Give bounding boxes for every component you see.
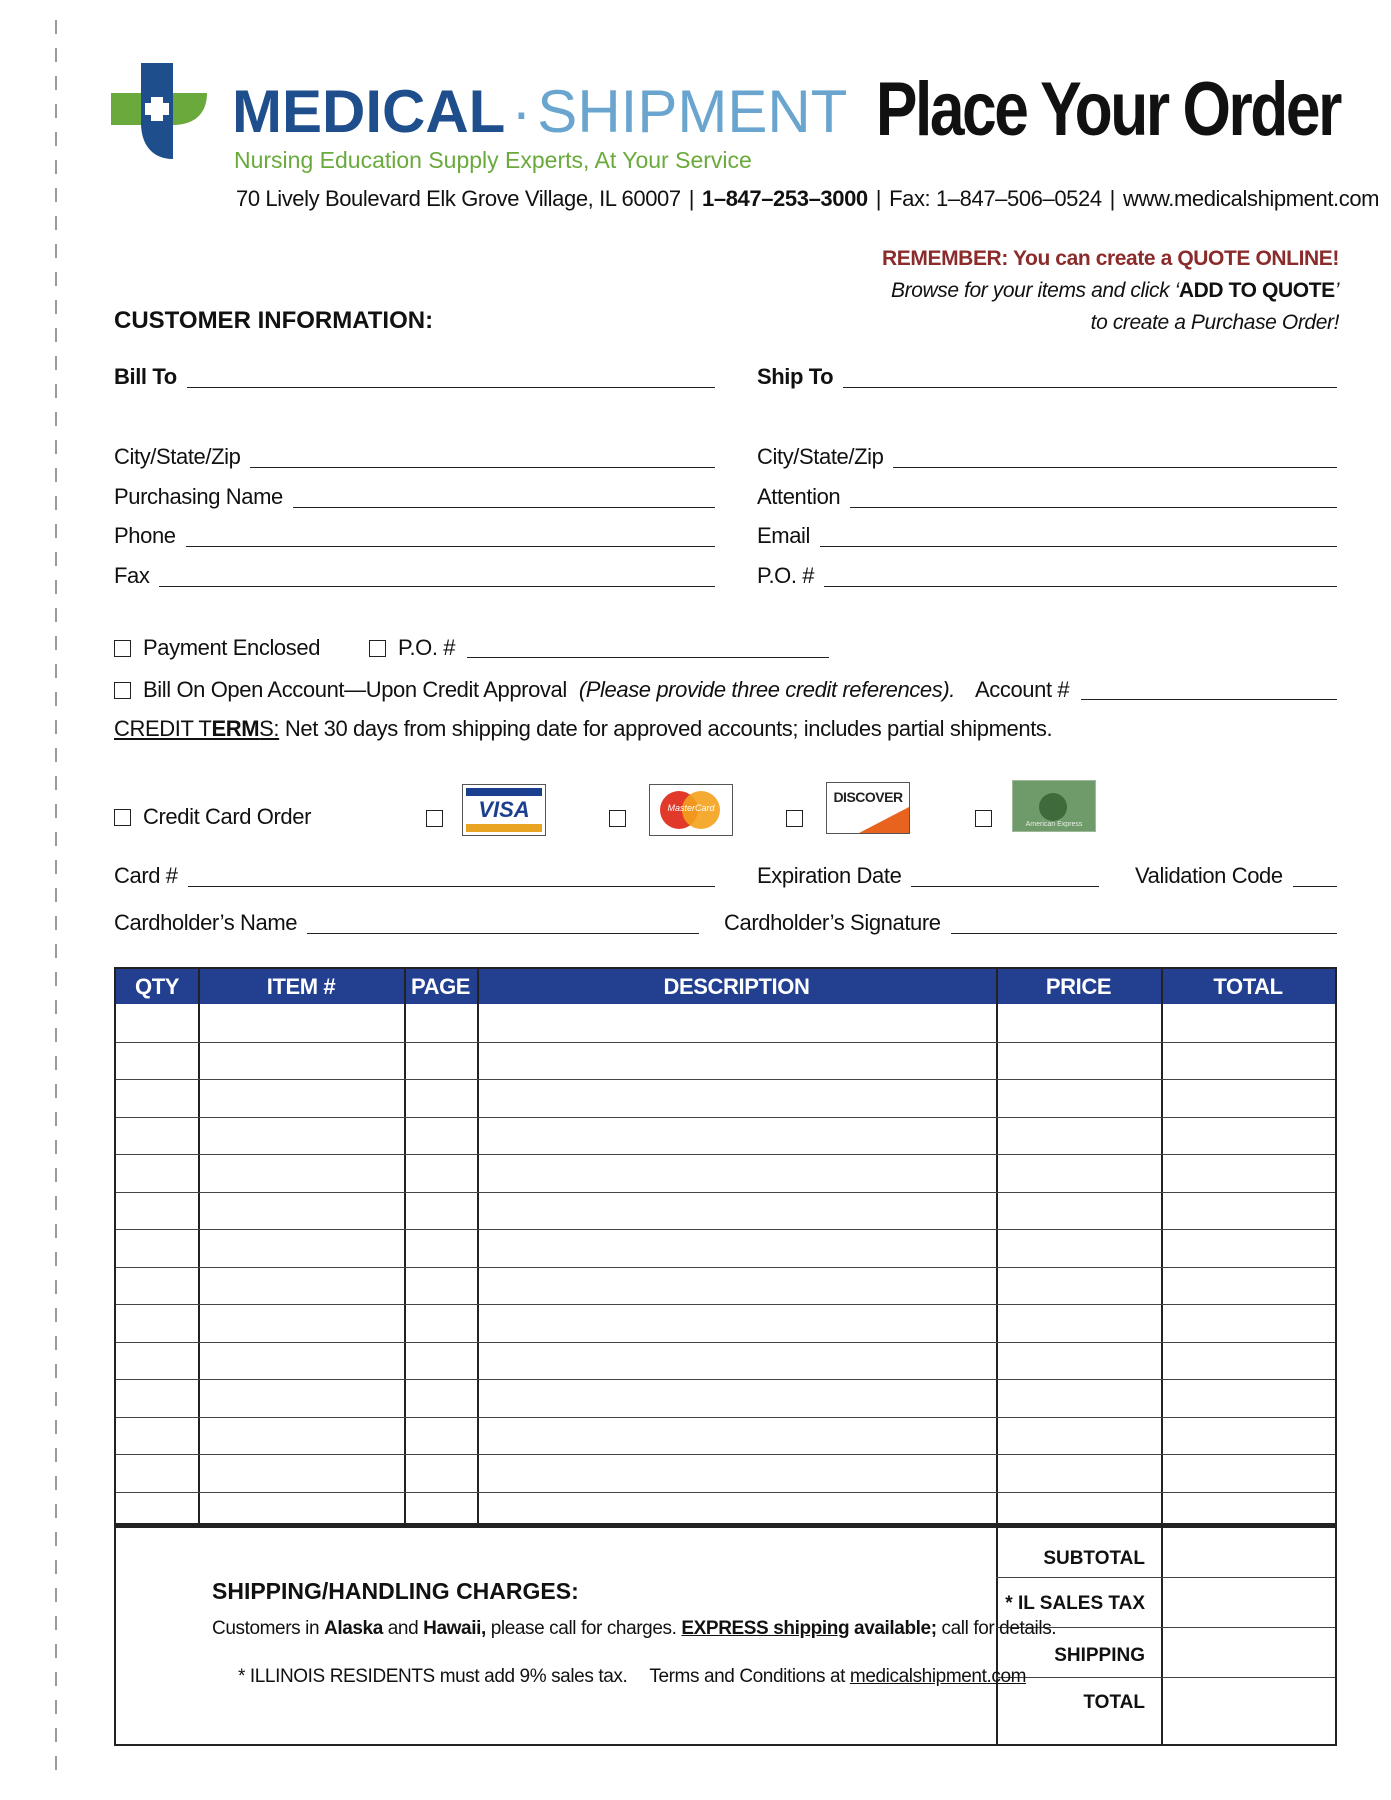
fax-number: Fax: 1–847–506–0524: [889, 186, 1102, 211]
column-divider: [1161, 969, 1163, 1523]
shipping-text: Customers in Alaska and Hawaii, please call for charges. EXPRESS shipping available; call for details.: [212, 1618, 1057, 1639]
brand-wordmark: [232, 78, 848, 145]
total-label: TOTAL: [1083, 1692, 1145, 1713]
visa-card-icon: VISA: [462, 784, 546, 836]
table-row-divider: [116, 1379, 1335, 1380]
payment-enclosed-checkbox[interactable]: [114, 640, 131, 657]
table-row-divider: [116, 1117, 1335, 1118]
contact-line: 70 Lively Boulevard Elk Grove Village, IL 60007 | 1–847–253–3000 | Fax: 1–847–506–0524 | www.medicalshipment.com: [236, 186, 1380, 211]
medical-cross-logo-icon: [111, 63, 211, 163]
ship-city-state-zip-field[interactable]: City/State/Zip: [757, 446, 1337, 470]
totals-section: [114, 1524, 1337, 1746]
order-items-table: [114, 967, 1337, 1525]
card-number-field[interactable]: Card #: [114, 865, 715, 889]
credit-card-checkbox[interactable]: [114, 809, 131, 826]
table-header: [116, 969, 1335, 1004]
sales-tax-label: * IL SALES TAX: [1005, 1593, 1145, 1614]
open-account-option[interactable]: Bill On Open Account—Upon Credit Approval (Please provide three credit references). Account #: [114, 677, 1337, 703]
page-title: Place Your Order: [875, 67, 1340, 152]
table-row-divider: [116, 1304, 1335, 1305]
column-divider: [198, 969, 200, 1523]
bill-to-field[interactable]: Bill To: [114, 366, 715, 390]
illinois-note: * ILLINOIS RESIDENTS must add 9% sales tax. Terms and Conditions at medicalshipment.com: [238, 1666, 1027, 1687]
open-account-checkbox[interactable]: [114, 682, 131, 699]
table-row-divider: [116, 1492, 1335, 1493]
subtotal-label: SUBTOTAL: [1043, 1548, 1145, 1569]
website-link[interactable]: www.medicalshipment.com: [1123, 186, 1380, 211]
expiration-date-field[interactable]: Expiration Date: [757, 865, 1099, 889]
table-row-divider: [116, 1342, 1335, 1343]
column-divider: [477, 969, 479, 1523]
address: 70 Lively Boulevard Elk Grove Village, IL 60007: [236, 186, 681, 211]
phone-field[interactable]: Phone: [114, 525, 715, 549]
perforation-edge: [55, 20, 57, 1780]
table-row-divider: [116, 1229, 1335, 1230]
ship-to-field[interactable]: Ship To: [757, 366, 1337, 390]
terms-link[interactable]: medicalshipment.com: [849, 1666, 1027, 1687]
cardholder-name-field[interactable]: Cardholder’s Name: [114, 912, 699, 936]
fax-field[interactable]: Fax: [114, 565, 715, 589]
visa-checkbox[interactable]: [426, 810, 443, 827]
column-header-description: DESCRIPTION: [663, 974, 810, 999]
column-header-price: PRICE: [1045, 974, 1112, 999]
remember-po: to create a Purchase Order!: [1090, 311, 1339, 334]
column-header-item: ITEM #: [266, 974, 336, 999]
account-number-line[interactable]: [1081, 681, 1337, 700]
remember-browse: Browse for your items and click ‘ADD TO QUOTE’: [891, 279, 1339, 302]
po-checkbox[interactable]: [369, 640, 386, 657]
amex-checkbox[interactable]: [975, 810, 992, 827]
discover-checkbox[interactable]: [786, 810, 803, 827]
phone-number: 1–847–253–3000: [702, 186, 868, 211]
validation-code-field[interactable]: Validation Code: [1135, 865, 1337, 889]
purchasing-name-field[interactable]: Purchasing Name: [114, 486, 715, 510]
brand-name-main: MEDICAL: [232, 78, 506, 145]
brand-name-sub: SHIPMENT: [537, 78, 848, 145]
discover-card-icon: DISCOVER: [826, 782, 910, 834]
po-option[interactable]: P.O. #: [369, 635, 829, 661]
brand-name-dot: ·: [511, 78, 532, 145]
mastercard-checkbox[interactable]: [609, 810, 626, 827]
po-line[interactable]: [467, 639, 829, 658]
shipping-label: SHIPPING: [1054, 1645, 1145, 1666]
table-row-divider: [116, 1079, 1335, 1080]
cardholder-signature-field[interactable]: Cardholder’s Signature: [724, 912, 1337, 936]
table-row-divider: [116, 1042, 1335, 1043]
table-row-divider: [116, 1267, 1335, 1268]
mastercard-icon: MasterCard: [649, 784, 733, 836]
column-divider: [404, 969, 406, 1523]
table-row-divider: [116, 1454, 1335, 1455]
totals-divider: [996, 1677, 1335, 1678]
payment-enclosed-option[interactable]: Payment Enclosed: [114, 635, 320, 661]
table-row-divider: [116, 1192, 1335, 1193]
email-field[interactable]: Email: [757, 525, 1337, 549]
table-row-divider: [116, 1154, 1335, 1155]
shipping-heading: SHIPPING/HANDLING CHARGES:: [212, 1578, 579, 1604]
totals-divider: [996, 1577, 1335, 1578]
column-divider: [996, 969, 998, 1523]
customer-info-heading: CUSTOMER INFORMATION:: [114, 307, 434, 334]
column-header-page: PAGE: [410, 974, 471, 999]
credit-card-option[interactable]: Credit Card Order: [114, 804, 311, 830]
column-divider: [1161, 1528, 1163, 1744]
bill-city-state-zip-field[interactable]: City/State/Zip: [114, 446, 715, 470]
column-header-total: TOTAL: [1213, 974, 1283, 999]
amex-card-icon: American Express: [1012, 780, 1096, 832]
table-row-divider: [116, 1417, 1335, 1418]
attention-field[interactable]: Attention: [757, 486, 1337, 510]
credit-terms: CREDIT TERMS: Net 30 days from shipping date for approved accounts; includes partial shipments.: [114, 716, 1053, 741]
brand-tagline: Nursing Education Supply Experts, At Your Service: [234, 147, 752, 173]
remember-heading: REMEMBER: You can create a QUOTE ONLINE!: [882, 247, 1339, 270]
po-number-field[interactable]: P.O. #: [757, 565, 1337, 589]
column-header-qty: QTY: [134, 974, 180, 999]
